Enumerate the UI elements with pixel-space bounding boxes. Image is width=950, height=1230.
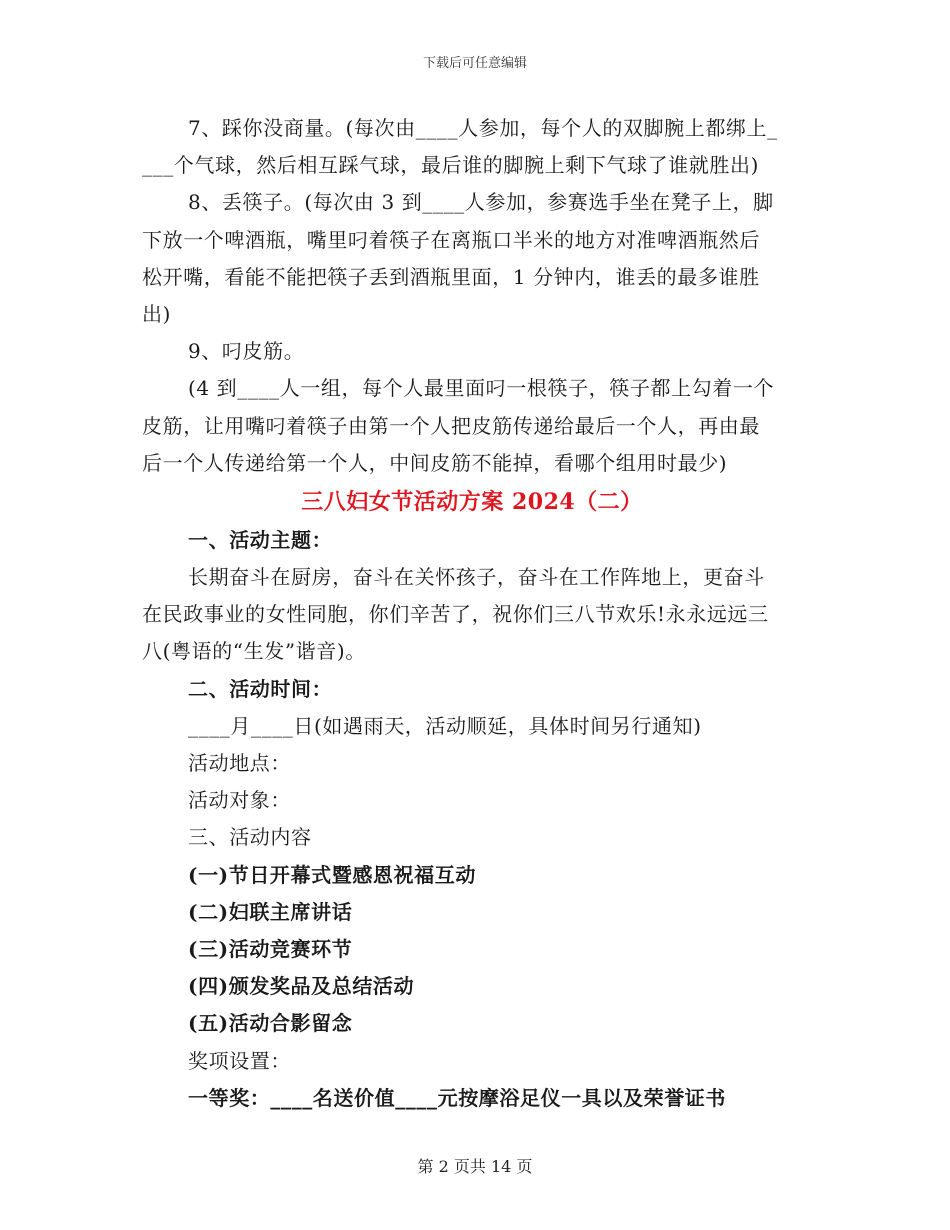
text-line: (4 到____人一组，每个人最里面叼一根筷子，筷子都上勾着一个: [188, 376, 775, 401]
page-footer: 第 2 页共 14 页: [417, 1157, 533, 1176]
text-line: 8、丢筷子。(每次由 3 到____人参加，参赛选手坐在凳子上，脚: [188, 190, 774, 215]
document-body: [142, 110, 802, 1117]
heading-line: (三)活动竞赛环节: [188, 936, 353, 961]
heading-line: 一、活动主题：: [188, 527, 333, 552]
text-line: ___个气球，然后相互踩气球，最后谁的脚腕上剩下气球了谁就胜出): [142, 153, 760, 178]
text-line: 9、叼皮筋。: [188, 339, 305, 364]
text-line: 奖项设置：: [188, 1048, 291, 1073]
text-line: 出): [142, 301, 172, 326]
text-line: 7、踩你没商量。(每次由____人参加，每个人的双脚腕上都绑上_: [188, 116, 778, 140]
text-line: 三、活动内容: [188, 825, 312, 850]
heading-line: (五)活动合影留念: [188, 1011, 353, 1036]
section-title: 三八妇女节活动方案 2024（二）: [301, 488, 643, 515]
text-line: 长期奋斗在厨房，奋斗在关怀孩子，奋斗在工作阵地上，更奋斗: [188, 565, 765, 590]
text-line: 在民政事业的女性同胞，你们辛苦了，祝你们三八节欢乐!永永远远三: [142, 602, 769, 627]
heading-line: (一)节日开幕式暨感恩祝福互动: [188, 862, 476, 887]
text-line: 松开嘴，看能不能把筷子丢到酒瓶里面，1 分钟内，谁丢的最多谁胜: [142, 264, 760, 289]
heading-line: 二、活动时间：: [188, 676, 333, 701]
text-line: 后一个人传递给第一个人，中间皮筋不能掉，看哪个组用时最少): [142, 450, 728, 475]
text-line: 八(粤语的“生发”谐音)。: [142, 639, 366, 664]
heading-line: (四)颁发奖品及总结活动: [188, 974, 415, 999]
text-line: 皮筋，让用嘴叼着筷子由第一个人把皮筋传递给最后一个人，再由最: [142, 413, 760, 438]
heading-line: (二)妇联主席讲话: [188, 899, 353, 924]
text-line: ____月____日(如遇雨天，活动顺延，具体时间另行通知): [188, 713, 702, 738]
text-line: 下放一个啤酒瓶，嘴里叼着筷子在离瓶口半米的地方对准啤酒瓶然后: [142, 227, 760, 252]
text-line: 活动地点：: [188, 751, 291, 775]
heading-line: 一等奖：____名送价值____元按摩浴足仪一具以及荣誉证书: [188, 1085, 726, 1110]
text-line: 活动对象：: [188, 788, 291, 813]
page-header: 下载后可任意编辑: [422, 56, 527, 71]
